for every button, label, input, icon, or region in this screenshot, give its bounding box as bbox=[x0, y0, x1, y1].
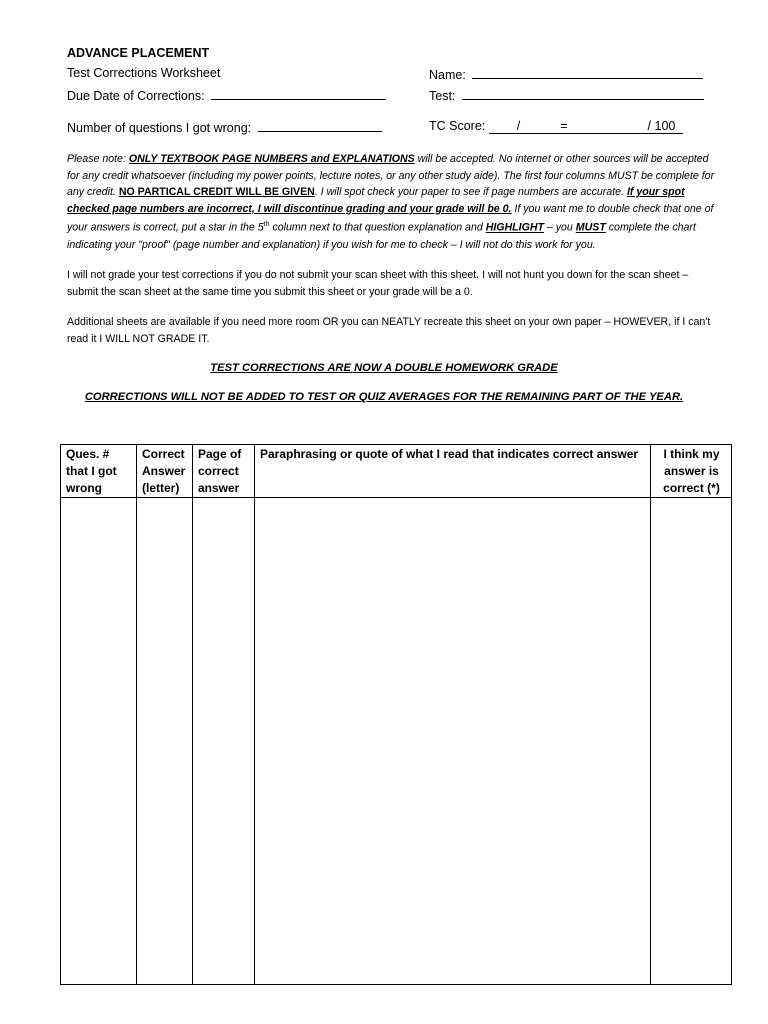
wrong-count-field[interactable] bbox=[258, 119, 382, 132]
header-paraphrase: Paraphrasing or quote of what I read that indicates correct answer bbox=[255, 445, 651, 498]
cell-correct-answer[interactable] bbox=[137, 498, 193, 985]
tc-score-equals: = bbox=[560, 119, 568, 133]
cell-correct-star[interactable] bbox=[651, 498, 732, 985]
tc-score-slash: / bbox=[516, 119, 521, 133]
tc-score-label: TC Score: bbox=[429, 119, 486, 133]
tc-score-row bbox=[429, 119, 683, 134]
wrong-count-row bbox=[67, 119, 382, 135]
note-superscript: th bbox=[263, 221, 270, 229]
scan-sheet-paragraph: I will not grade your test corrections if you do not submit your scan sheet with this sheet. I will not hunt you down for the scan sheet – submit the scan sheet at the same time you submit this sheet or your grade will be a 0. bbox=[67, 269, 689, 298]
additional-sheets-paragraph: Additional sheets are available if you need more room OR you can NEATLY recreate this sheet on your own paper – HOWEVER, if I can't read it I WILL NOT GRADE IT. bbox=[67, 316, 711, 345]
tc-score-total: / 100 bbox=[647, 119, 676, 133]
name-label: Name: bbox=[429, 68, 466, 82]
note-emphasis-textbook: ONLY TEXTBOOK PAGE NUMBERS and EXPLANATIONS bbox=[128, 153, 415, 165]
note-emphasis-spot-check: If your spot checked page numbers are incorrect, I will discontinue grading and your grade will be 0. bbox=[67, 186, 685, 215]
header-page: Page of correct answer bbox=[193, 445, 255, 498]
note-text-4: column next to that question explanation and bbox=[272, 221, 483, 234]
note-emphasis-no-partial: NO PARTICAL CREDIT WILL BE GIVEN bbox=[118, 186, 315, 199]
worksheet-title: Test Corrections Worksheet bbox=[67, 66, 221, 80]
tc-score-field[interactable] bbox=[489, 119, 684, 134]
corrections-table bbox=[60, 444, 732, 985]
note-emphasis-must: MUST bbox=[575, 221, 606, 234]
note-text-1: will be accepted. No internet or other sources will be accepted for any credit whatsoever (including my power points, lecture notes, or any other study aide). The first four columns MUST be complete for any credit. bbox=[67, 153, 715, 199]
note-text-2: . I will spot check your paper to see if page numbers are accurate. bbox=[314, 186, 624, 199]
averages-notice: CORRECTIONS WILL NOT BE ADDED TO TEST OR QUIZ AVERAGES FOR THE REMAINING PART OF THE YEAR. bbox=[84, 391, 684, 403]
name-field[interactable] bbox=[472, 66, 703, 79]
note-prefix: Please note: bbox=[67, 153, 126, 165]
table-body-row bbox=[61, 498, 732, 985]
due-date-label: Due Date of Corrections: bbox=[67, 89, 205, 103]
cell-page[interactable] bbox=[193, 498, 255, 985]
table-header-row bbox=[61, 445, 732, 498]
header-question-number: Ques. # that I got wrong bbox=[61, 445, 137, 498]
note-emphasis-highlight: HIGHLIGHT bbox=[485, 221, 544, 234]
name-row bbox=[429, 66, 703, 82]
header-correct-answer: Correct Answer (letter) bbox=[137, 445, 193, 498]
wrong-count-label: Number of questions I got wrong: bbox=[67, 121, 252, 135]
due-date-row bbox=[67, 87, 386, 103]
test-field[interactable] bbox=[462, 87, 704, 100]
header-correct-star: I think my answer is correct (*) bbox=[651, 445, 732, 498]
cell-question-number[interactable] bbox=[61, 498, 137, 985]
note-text-6: complete the chart indicating your "proof" (page number and explanation) if you wish for me to check – I will not do this work for you. bbox=[67, 221, 696, 251]
test-row bbox=[429, 87, 704, 103]
double-grade-notice: TEST CORRECTIONS ARE NOW A DOUBLE HOMEWORK GRADE bbox=[210, 362, 558, 374]
note-text-3: If you want me to double check that one of your answers is correct, put a star in the 5 bbox=[67, 202, 714, 234]
instructions-paragraph bbox=[67, 151, 719, 253]
test-label: Test: bbox=[429, 89, 456, 103]
due-date-field[interactable] bbox=[211, 87, 386, 100]
note-text-5: – you bbox=[546, 221, 573, 234]
course-title: ADVANCE PLACEMENT bbox=[67, 46, 210, 60]
cell-paraphrase[interactable] bbox=[255, 498, 651, 985]
